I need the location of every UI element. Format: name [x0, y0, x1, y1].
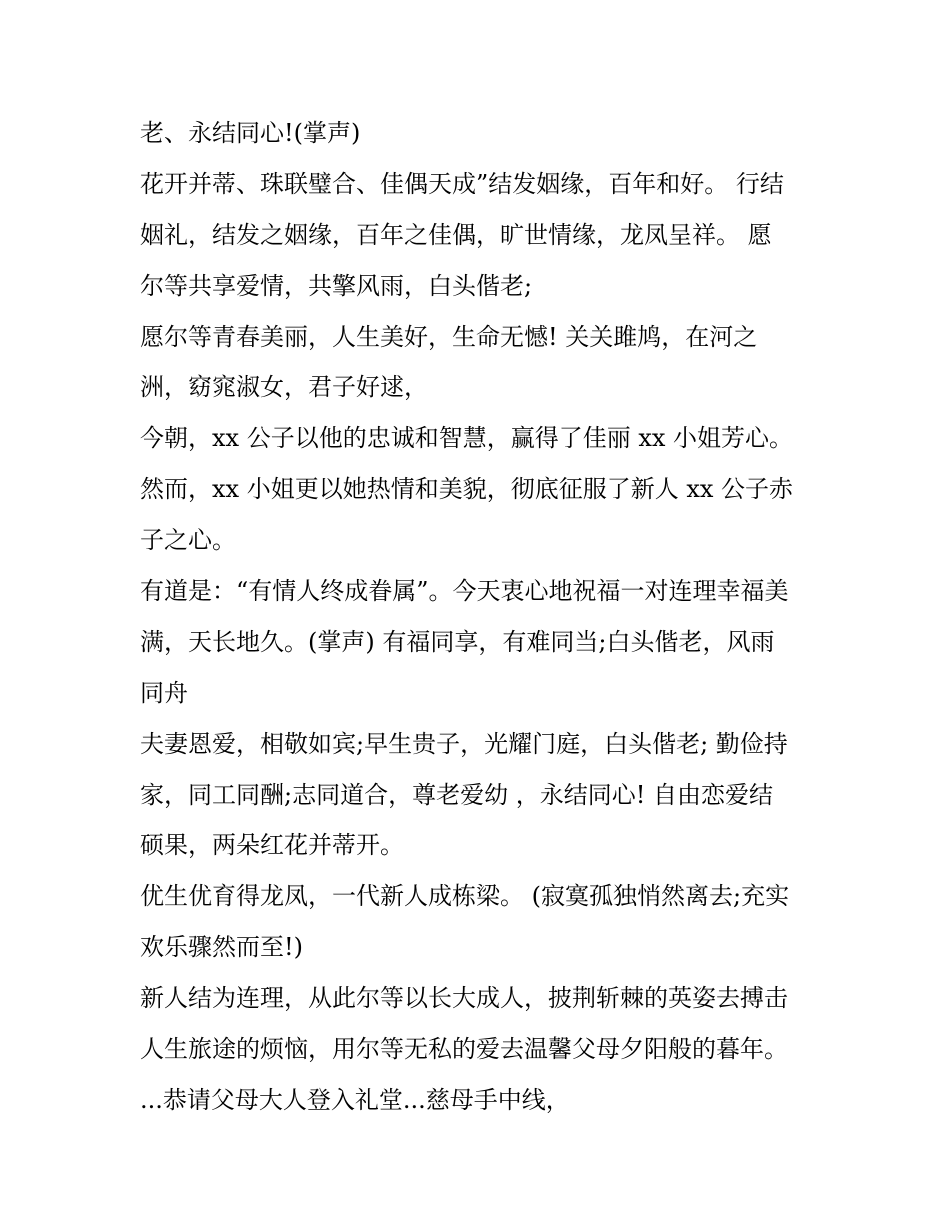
text-line: 同舟: [140, 678, 188, 707]
text-line: 优生优育得龙凤，一代新人成栋梁。 (寂寞孤独悄然离去;充实: [140, 882, 790, 911]
document-body: [140, 108, 830, 1126]
text-line: 夫妻恩爱，相敬如宾;早生贵子，光耀门庭，白头偕老; 勤俭持: [140, 729, 788, 758]
text-line: 洲，窈窕淑女，君子好逑，: [140, 373, 428, 402]
text-line: 姻礼，结发之姻缘，百年之佳偶，旷世情缘，龙凤呈祥。 愿: [140, 220, 772, 249]
text-line: 子之心。: [140, 526, 236, 555]
text-line: 人生旅途的烦恼，用尔等无私的爱去温馨父母夕阳般的暮年。: [140, 1035, 788, 1064]
text-line: 欢乐骤然而至!): [140, 933, 304, 962]
text-line: 满，天长地久。(掌声) 有福同享，有难同当;白头偕老，风雨: [140, 627, 775, 656]
text-line: 愿尔等青春美丽，人生美好，生命无憾! 关关雎鸠，在河之: [140, 322, 758, 351]
text-line: 家，同工同酬;志同道合，尊老爱幼 ，永结同心! 自由恋爱结: [140, 780, 773, 809]
text-line: 今朝，xx 公子以他的忠诚和智慧，赢得了佳丽 xx 小姐芳心。: [140, 424, 794, 453]
text-line: 然而，xx 小姐更以她热情和美貌，彻底征服了新人 xx 公子赤: [140, 475, 794, 504]
text-line: 新人结为连理，从此尔等以长大成人，披荆斩棘的英姿去搏击: [140, 984, 788, 1013]
text-line: 老、永结同心!(掌声): [140, 119, 361, 147]
text-line: 尔等共享爱情，共擎风雨，白头偕老;: [140, 271, 533, 300]
text-line: 花开并蒂、珠联璧合、佳偶天成”结发姻缘，百年和好。 行结: [140, 169, 784, 198]
text-line: 有道是：“有情人终成眷属”。今天衷心地祝福一对连理幸福美: [140, 577, 789, 606]
text-line: 硕果，两朵红花并蒂开。: [140, 831, 404, 860]
text-line: ...恭请父母大人登入礼堂...慈母手中线，: [140, 1085, 570, 1114]
